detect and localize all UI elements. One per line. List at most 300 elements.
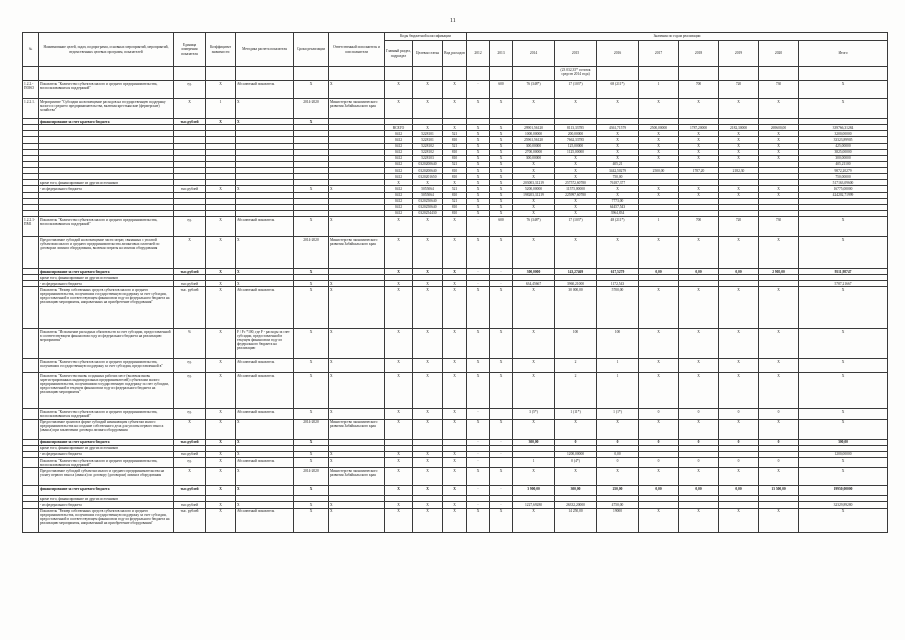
table-cell: X [513,359,555,373]
table-cell: X [413,180,443,186]
table-cell: X [759,373,799,409]
table-body [23,67,888,533]
table-cell: X [679,508,719,532]
table-cell: 0412 [385,174,413,180]
table-cell: X [513,168,555,174]
table-cell: - из федерального бюджета [39,451,174,457]
table-cell: X [329,329,385,359]
table-cell: X [597,468,639,486]
table-cell: 1227,69280 [513,502,555,508]
table-cell: X [555,99,597,119]
table-cell: X [490,287,513,329]
table-cell: X [679,149,719,155]
table-cell: X [413,486,443,496]
table-cell: 0 [759,458,799,468]
table-cell: 3 900,00 [513,486,555,496]
table-cell: 0320200640 [413,168,443,174]
table-cell: 3 (5*) [513,409,555,419]
table-cell: X [555,419,597,439]
table-cell: X [236,486,294,496]
table-cell: X [236,502,294,508]
table-cell: X [799,287,888,329]
table-cell: X [413,269,443,275]
table-cell: X [206,119,236,125]
table-cell: X [206,217,236,237]
table-cell: X [467,186,490,192]
table-cell: X [329,502,385,508]
table-cell: ед. [174,81,206,99]
table-cell: - из федерального бюджета [39,281,174,287]
table-cell: 2 [555,359,597,373]
table-cell: X [329,186,385,192]
table-cell: X [759,237,799,269]
table-cell: 0412 [385,143,413,149]
table-cell: 30 000,00 [555,287,597,329]
table-cell: 2 905,00 [759,269,799,275]
table-cell [443,67,467,81]
table-cell: - [490,281,513,287]
table-row [23,217,888,237]
table-cell: 700 [679,81,719,99]
table-cell: X [490,192,513,198]
table-cell: 64457,543 [597,204,639,210]
table-cell: Абсолютный показатель [236,508,294,532]
table-cell: - [467,409,490,419]
table-cell: X [206,287,236,329]
table-cell: Предоставление грантов в форме субсидий начинающим субъектам малого предпринимательства на создание собственного дела для уплаты первого взноса (аванса) при заключении договора лизинга оборудования [39,419,174,439]
table-row [23,81,888,99]
table-cell: X [443,329,467,359]
table-cell: X [679,137,719,143]
table-cell [385,67,413,81]
table-cell: X [329,81,385,99]
table-cell: X [719,131,759,137]
table-cell: Абсолютный показатель [236,287,294,329]
table-cell: 13 500,00 [759,486,799,496]
table-cell [23,329,39,359]
table-cell: X [679,186,719,192]
table-cell: X [443,287,467,329]
table-cell: ед. [174,217,206,237]
table-cell: X [467,125,490,131]
table-cell: 0 [759,439,799,445]
table-cell: X [597,137,639,143]
table-cell: X [799,468,888,486]
table-cell: X [759,99,799,119]
table-cell: X [639,373,679,409]
table-cell: Показатель "Количество субъектов малого и среднего предпринимательства, воспользовавшихся поддержкой" [39,81,174,99]
table-cell: X [236,468,294,486]
table-cell: Показатель "Размер собственных средств субъектов малого и среднего предпринимательства, получивших государственную поддержку за счет субсидии, предоставленной в соответствующем финансовом году из федерального бюджета на реализацию мероприятия, направленный на приобретение оборудования" [39,508,174,532]
table-cell [329,486,385,496]
table-cell: X [413,419,443,439]
table-cell: X [236,186,294,192]
table-cell: X [385,359,413,373]
table-cell: X [467,149,490,155]
table-cell: - [490,451,513,457]
table-cell: X [799,419,888,439]
table-cell: X [236,281,294,287]
table-cell: X [799,458,888,468]
table-cell: 2700,00000 [513,149,555,155]
table-cell: X [513,237,555,269]
table-cell: Министерство экономического развития Забайкальского края [329,237,385,269]
table-cell: X [597,419,639,439]
table-cell: 0412 [385,210,413,216]
table-cell: X [413,409,443,419]
table-cell: финансирование за счет краевого бюджета [39,439,174,445]
table-cell: 300,00000 [799,155,888,161]
table-cell [23,287,39,329]
table-cell: 1.2.2.- ПОКО [23,81,39,99]
table-cell: X [513,99,555,119]
table-cell: X [206,359,236,373]
table-cell: X [206,439,236,445]
table-cell: Министерство экономического развития Забайкальского края [329,99,385,119]
table-cell: X [294,287,329,329]
table-cell [513,67,555,81]
table-cell: 257572,60780 [555,180,597,186]
table-cell [490,458,513,468]
table-cell: 0412 [385,204,413,210]
table-cell [639,67,679,81]
table-cell: 203003,31219 [513,180,555,186]
table-cell: X [294,502,329,508]
table-cell: X [639,192,679,198]
table-cell: X [443,99,467,119]
table-cell: 2014-2020 [294,419,329,439]
table-cell: X [679,237,719,269]
table-cell: 0 [719,458,759,468]
table-cell: X [385,419,413,439]
table-row [23,468,888,486]
table-cell: 5700,00 [597,287,639,329]
table-cell: 0412 [385,137,413,143]
table-cell: X [759,419,799,439]
table-cell: X [597,186,639,192]
table-cell: 5228102 [413,149,443,155]
table-cell: X [513,204,555,210]
table-cell: 750,00000 [799,174,888,180]
table-cell: Показатель "Исполнение расходных обязательств за счет субсидии, предоставленной в соответствующем финансовом году из федерального бюджета на реализацию мероприятия" [39,329,174,359]
table-cell: X [555,174,597,180]
table-cell: X [443,458,467,468]
table-cell: X [679,131,719,137]
table-cell: X [385,409,413,419]
col-2015: 2015 [555,41,597,67]
table-cell: X [799,508,888,532]
table-cell: 143,27469 [555,269,597,275]
table-cell: 1000,00000 [513,131,555,137]
table-cell: X [490,174,513,180]
table-cell: 720 [719,217,759,237]
table-cell: X [206,373,236,409]
col-2020: 2020 [759,41,799,67]
table-cell: 0412 [385,168,413,174]
table-cell [679,67,719,81]
table-cell: X [679,287,719,329]
table-cell: 300,00000 [513,155,555,161]
table-cell: 0 [555,439,597,445]
table-row [23,329,888,359]
table-cell: X [490,419,513,439]
table-cell: 1 (11*) [555,409,597,419]
table-cell: X [490,508,513,532]
table-cell: X [443,508,467,532]
table-row [23,409,888,419]
table-cell: X [490,359,513,373]
table-cell: X [329,373,385,409]
table-cell: X [467,155,490,161]
table-cell: - [467,281,490,287]
table-cell: X [597,131,639,137]
col-target: Целевая статья [413,41,443,67]
table-cell: 0320250640 [413,204,443,210]
table-cell [23,486,39,496]
table-cell: X [597,237,639,269]
table-cell [23,419,39,439]
table-cell: X [413,359,443,373]
table-cell: 2014-2020 [294,237,329,269]
table-cell: X [639,237,679,269]
table-cell: Абсолютный показатель [236,458,294,468]
table-cell: 300,00000 [513,143,555,149]
table-cell: 521 [443,186,467,192]
table-cell: 810 [443,174,467,180]
table-cell: X [443,237,467,269]
table-cell: X [719,468,759,486]
table-cell: X [759,192,799,198]
table-cell: X [385,502,413,508]
table-cell: X [679,468,719,486]
table-cell: 600 [490,81,513,99]
table-cell: X [443,451,467,457]
table-cell: 700 [679,217,719,237]
table-cell: X [206,237,236,269]
table-cell: X [443,373,467,409]
table-cell: тыс.рублей [174,502,206,508]
table-cell: X [413,329,443,359]
table-cell: X [385,99,413,119]
table-cell: 16775,00000 [799,186,888,192]
table-cell: X [206,451,236,457]
table-cell: X [385,458,413,468]
table-cell: - [467,486,490,496]
table-cell: X [294,359,329,373]
table-cell: X [719,137,759,143]
table-cell: X [206,508,236,532]
table-cell: X [294,119,329,125]
table-cell: X [467,237,490,269]
table-cell: X [413,502,443,508]
table-cell: 125,00000 [555,143,597,149]
table-cell: X [513,373,555,409]
table-cell: X [490,131,513,137]
table-cell: F / Fc *100, где F - расходы за счет субсидии, предоставленной в текущем финансовом году из федерального бюджета на реализацию [236,329,294,359]
col-2014: 2014 [513,41,555,67]
table-cell: X [555,198,597,204]
table-cell: X [443,281,467,287]
table-cell: 0,00 [719,486,759,496]
table-cell: X [597,192,639,198]
table-cell: X [719,186,759,192]
table-cell: тыс. рублей [174,287,206,329]
table-cell: 810 [443,168,467,174]
table-cell: 810 [443,204,467,210]
table-cell: X [513,198,555,204]
table-cell: X [443,468,467,486]
table-cell [597,67,639,81]
table-cell: X [719,287,759,329]
table-cell: X [555,237,597,269]
table-cell: X [294,269,329,275]
table-cell: X [679,359,719,373]
table-cell: 2182,30 [719,168,759,174]
table-cell: X [385,180,413,186]
table-cell [490,67,513,81]
table-cell: X [467,131,490,137]
table-cell: X [639,329,679,359]
table-cell: 0320250640 [413,198,443,204]
table-cell: X [490,168,513,174]
table-cell: X [413,125,443,131]
col-2013: 2013 [490,41,513,67]
col-2012: 2012 [467,41,490,67]
table-cell: X [639,137,679,143]
table-cell: X [513,419,555,439]
table-cell: X [490,99,513,119]
col-total: Итого [799,41,888,67]
table-cell: X [759,287,799,329]
table-cell: 0412 [385,161,413,167]
table-cell: - [467,451,490,457]
table-cell: 521 [443,161,467,167]
table-cell: X [513,508,555,532]
table-cell: ед. [174,373,206,409]
table-cell: X [443,217,467,237]
table-cell: X [385,237,413,269]
table-row [23,237,888,269]
table-cell: Абсолютный показатель [236,359,294,373]
table-cell: Показатель "Количество субъектов малого и среднего предпринимательства, воспользовавшихся поддержкой" [39,409,174,419]
table-cell: X [799,217,888,237]
table-cell [23,237,39,269]
table-cell: 1.2.2.1. [23,99,39,119]
table-cell: X [597,149,639,155]
table-cell: финансирование за счет краевого бюджета [39,269,174,275]
table-cell: X [490,373,513,409]
table-cell: X [719,192,759,198]
table-cell: 0 [639,458,679,468]
table-cell: X [555,168,597,174]
table-cell: X [294,451,329,457]
table-cell: X [490,210,513,216]
table-cell: 19950,00000 [799,486,888,496]
table-cell: 1787,20 [679,168,719,174]
table-cell: X [719,373,759,409]
table-cell: 3964,834 [597,210,639,216]
table-cell: 0 [679,439,719,445]
table-cell: 339766,31284 [799,125,888,131]
table-cell: Абсолютный показатель [236,81,294,99]
table-cell: X [467,168,490,174]
program-table [22,32,888,533]
table-row [23,419,888,439]
table-cell: X [443,81,467,99]
table-cell: 76 (348*) [513,81,555,99]
table-cell: - [490,439,513,445]
table-cell: 32329,89280 [799,502,888,508]
table-cell [759,67,799,81]
table-cell: X [490,237,513,269]
table-cell: X [759,149,799,155]
table-cell: X [236,119,294,125]
table-cell: Показатель "Количество субъектов малого и среднего предпринимательства, воспользовавшихся поддержкой" [39,458,174,468]
table-cell: 0320254430 [413,210,443,216]
table-cell: % [174,329,206,359]
table-cell: X [294,217,329,237]
table-cell: X [490,198,513,204]
table-cell: X [206,458,236,468]
table-cell: 0412 [385,155,413,161]
table-cell: X [639,468,679,486]
table-cell: X [385,486,413,496]
table-cell: X [174,419,206,439]
table-cell: 5055064 [413,186,443,192]
table-cell: X [294,281,329,287]
table-cell: X [206,486,236,496]
table-cell: кроме того, финансирование из других источников [39,496,174,502]
table-cell: Абсолютный показатель [236,217,294,237]
table-cell: X [759,131,799,137]
table-cell: 0 [597,439,639,445]
table-cell: X [294,508,329,532]
table-cell: 300,00 [555,486,597,496]
page-number: 11 [450,18,456,24]
table-cell: Абсолютный показатель [236,373,294,409]
table-cell: X [385,281,413,287]
table-row [23,287,888,329]
table-cell: 617,5279 [597,269,639,275]
table-cell: X [413,508,443,532]
table-cell: X [413,81,443,99]
table-cell: кроме того, финансирование из других источников [39,275,174,281]
group-values: Значения по годам реализации [467,33,888,41]
table-cell: 2 [555,373,597,409]
table-cell: X [174,468,206,486]
table-cell: X [555,155,597,161]
table-cell: X [467,204,490,210]
table-cell: финансирование за счет краевого бюджета [39,119,174,125]
col-2018: 2018 [679,41,719,67]
table-cell: X [490,149,513,155]
table-cell: X [236,451,294,457]
table-row [23,458,888,468]
table-cell: X [236,269,294,275]
table-cell [23,409,39,419]
table-cell: X [639,131,679,137]
table-cell: 810 [443,149,467,155]
table-cell: 634,45667 [513,281,555,287]
table-cell: тыс.рублей [174,439,206,445]
table-cell: X [679,192,719,198]
table-cell: X [490,161,513,167]
table-cell: Министерство экономического развития Забайкальского края [329,419,385,439]
table-cell: 0 [679,409,719,419]
table-cell: X [329,451,385,457]
table-cell: X [467,143,490,149]
table-cell: X [236,237,294,269]
